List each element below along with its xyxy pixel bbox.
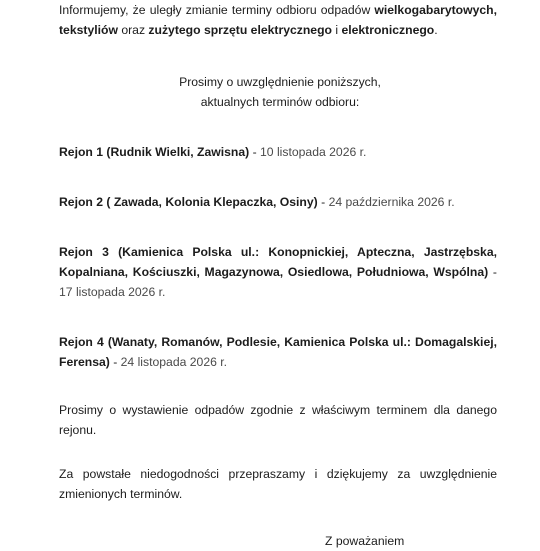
- closing-paragraph-1: Prosimy o wystawienie odpadów zgodnie z właściwym terminem dla danego rejonu.: [59, 403, 497, 437]
- region-1: [59, 142, 497, 162]
- region-4-label: Rejon 4 (Wanaty, Romanów, Podlesie, Kamienica Polska ul.: Domagalskiej, Ferensa): [59, 335, 497, 369]
- request-line-1: Prosimy o uwzględnienie poniższych,: [179, 75, 381, 89]
- closing-paragraph-2: Za powstałe niedogodności przepraszamy i dziękujemy za uwzględnienie zmienionych terminów.: [59, 467, 497, 501]
- intro-text: .: [434, 23, 438, 37]
- region-3-sep: -: [488, 265, 497, 279]
- region-3-label: Rejon 3 (Kamienica Polska ul.: Konopnickiej, Apteczna, Jastrzębska, Kopalniana, Kościuszki, Magazynowa, Osiedlowa, Południowa, Wspólna): [59, 245, 497, 279]
- intro-text: oraz: [117, 23, 149, 37]
- region-1-sep: -: [249, 145, 261, 159]
- region-4-date: 24 listopada 2026 r.: [120, 355, 228, 369]
- intro-bold-bulky: wielkogabarytowych, tekstyliów: [59, 3, 497, 37]
- region-2-sep: -: [317, 195, 329, 209]
- region-3: [59, 242, 497, 302]
- intro-bold-electrical: zużytego sprzętu elektrycznego: [148, 23, 332, 37]
- request-heading: [90, 72, 470, 112]
- intro-text: i: [331, 23, 342, 37]
- region-4: [59, 332, 497, 372]
- intro-bold-electronic: elektronicznego: [341, 23, 435, 37]
- intro-text: Informujemy, że uległy zmianie terminy odbioru odpadów: [59, 3, 375, 17]
- region-2-date: 24 października 2026 r.: [328, 195, 455, 209]
- request-line-2: aktualnych terminów odbioru:: [200, 95, 360, 109]
- region-1-label: Rejon 1 (Rudnik Wielki, Zawisna): [59, 145, 250, 159]
- region-2-label: Rejon 2 ( Zawada, Kolonia Klepaczka, Osiny): [59, 195, 318, 209]
- intro-paragraph: [59, 0, 497, 40]
- region-1-date: 10 listopada 2026 r.: [260, 145, 367, 159]
- region-2: [59, 192, 497, 212]
- region-3-date: 17 listopada 2026 r.: [59, 285, 166, 299]
- region-4-sep: -: [109, 355, 121, 369]
- signature-partial: Z poważaniem: [325, 534, 405, 548]
